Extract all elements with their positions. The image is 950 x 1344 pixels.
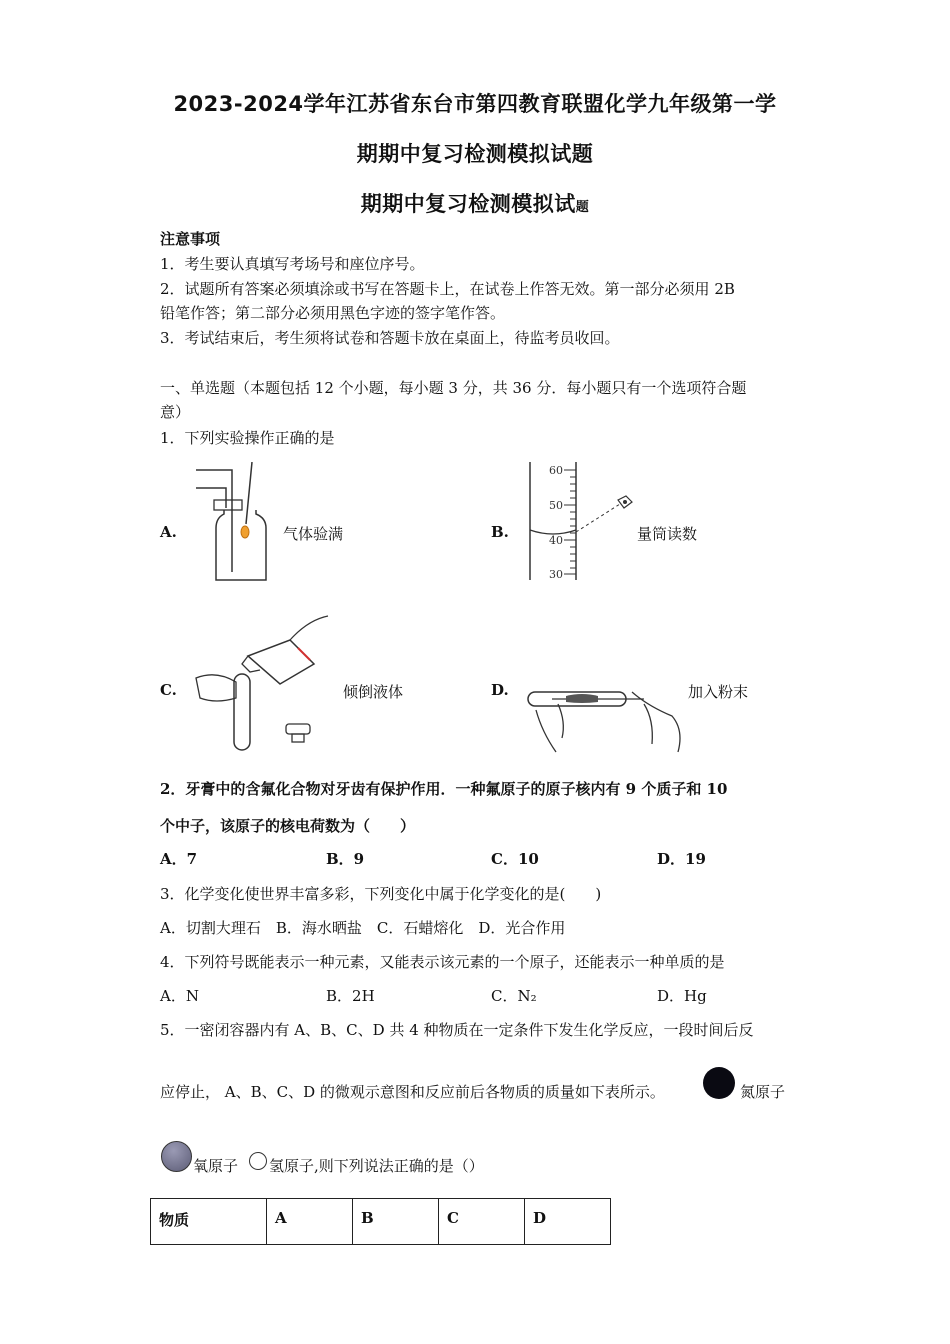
q3-stem: 3．化学变化使世界丰富多彩，下列变化中属于化学变化的是( ) [160, 885, 602, 903]
table-header-cell: B [353, 1199, 439, 1245]
q2-option: C．10 [491, 850, 539, 868]
q2-option: D．19 [657, 850, 706, 868]
q5-stem: 5．一密闭容器内有 A、B、C、D 共 4 种物质在一定条件下发生化学反应，一段时间后反 [160, 1021, 754, 1039]
notes-item: 铅笔作答；第二部分必须用黑色字迹的签字笔作答。 [160, 304, 506, 322]
q4-option: C．N₂ [491, 987, 537, 1005]
cylinder-tick-label: 60 [549, 464, 563, 477]
q1-option-c-label: C. [160, 681, 177, 699]
q1-option-b-label: B. [491, 523, 509, 541]
q2-option: B．9 [326, 850, 365, 868]
title-line-3 [0, 188, 950, 218]
table-header-cell: A [267, 1199, 353, 1245]
q1-option-c-caption: 倾倒液体 [343, 683, 404, 701]
notes-item: 2．试题所有答案必须填涂或书写在答题卡上，在试卷上作答无效。第一部分必须用 2B [160, 280, 735, 298]
q2-stem: 2．牙膏中的含氟化合物对牙齿有保护作用．一种氟原子的原子核内有 9 个质子和 10 [160, 780, 728, 798]
hydrogen-atom-icon [249, 1152, 267, 1170]
section-heading-cont: 意） [160, 403, 191, 421]
q4-option: B．2H [326, 987, 375, 1005]
cylinder-tick-label: 50 [549, 499, 563, 512]
section-heading: 一、单选题（本题包括 12 个小题，每小题 3 分，共 36 分．每小题只有一个选项符合题 [160, 379, 747, 397]
substance-table [150, 1198, 611, 1245]
legend-hydrogen: 氢原子,则下列说法正确的是（） [269, 1157, 484, 1175]
table-header-cell: C [439, 1199, 525, 1245]
measuring-cylinder-illustration [524, 462, 644, 582]
q3-options: A．切割大理石 B．海水晒盐 C．石蜡熔化 D．光合作用 [160, 919, 566, 937]
gas-bottle-illustration [190, 462, 270, 584]
q5-stem-cont: 应停止， A、B、C、D 的微观示意图和反应前后各物质的质量如下表所示。 [160, 1083, 665, 1101]
notes-item: 1．考生要认真填写考场号和座位序号。 [160, 255, 425, 273]
q1-option-a-caption: 气体验满 [283, 525, 344, 543]
q2-option: A．7 [160, 850, 198, 868]
nitrogen-atom-icon [703, 1067, 735, 1099]
title-line-3-main: 期期中复习检测模拟试 [360, 192, 576, 216]
q1-option-d-caption: 加入粉末 [688, 683, 749, 701]
cylinder-tick-label: 40 [549, 534, 563, 547]
table-header-cell: D [525, 1199, 611, 1245]
q4-option: D．Hg [657, 987, 707, 1005]
oxygen-atom-icon [161, 1141, 192, 1172]
q1-stem: 1．下列实验操作正确的是 [160, 429, 335, 447]
table-header-cell: 物质 [151, 1199, 267, 1245]
table-row [151, 1199, 611, 1245]
notes-heading: 注意事项 [160, 230, 221, 248]
q1-option-a-label: A. [160, 523, 177, 541]
adding-powder-illustration [522, 682, 690, 758]
q1-option-d-label: D. [491, 681, 509, 699]
notes-item: 3．考试结束后，考生须将试卷和答题卡放在桌面上，待监考员收回。 [160, 329, 620, 347]
legend-nitrogen: 氮原子 [740, 1083, 786, 1101]
legend-oxygen: 氧原子 [193, 1157, 239, 1175]
pouring-liquid-illustration [190, 612, 340, 757]
q4-stem: 4．下列符号既能表示一种元素，又能表示该元素的一个原子，还能表示一种单质的是 [160, 953, 725, 971]
title-line-2: 期期中复习检测模拟试题 [356, 142, 594, 166]
title-line-1: 2023-2024学年江苏省东台市第四教育联盟化学九年级第一学 [173, 92, 777, 116]
q1-option-b-caption: 量筒读数 [637, 525, 698, 543]
cylinder-tick-label: 30 [549, 568, 563, 581]
q2-stem-cont: 个中子，该原子的核电荷数为（ ） [160, 817, 416, 835]
title-line-3-small: 题 [575, 200, 590, 215]
q4-option: A．N [160, 987, 199, 1005]
